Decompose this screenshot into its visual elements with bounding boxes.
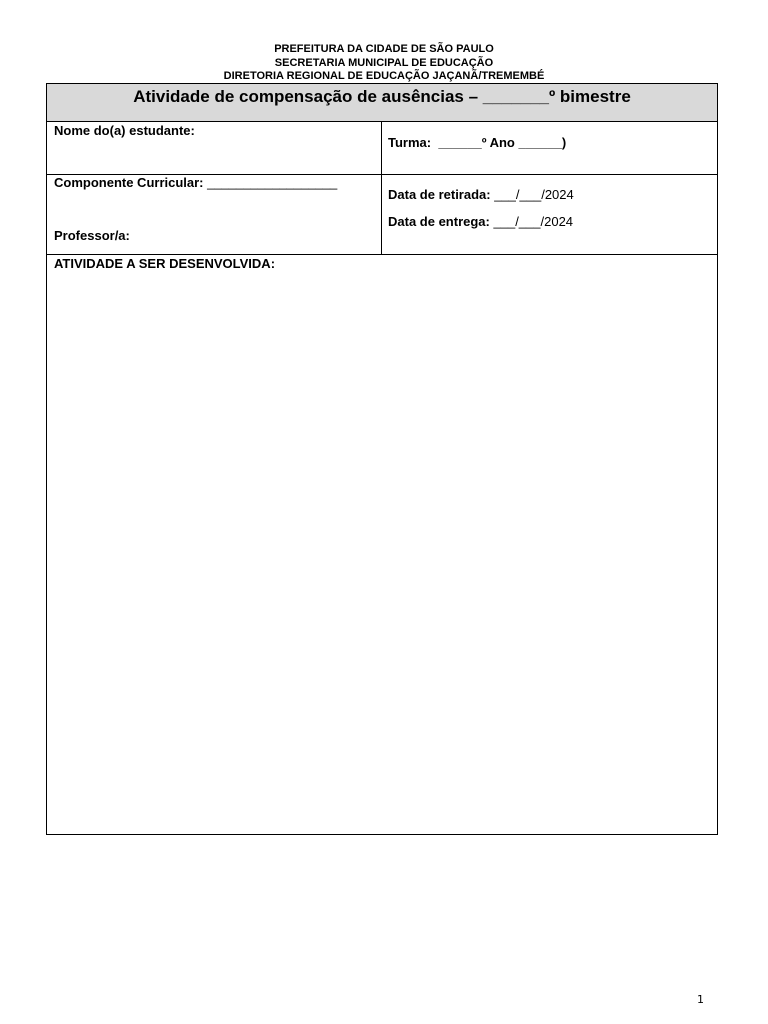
student-row	[47, 122, 717, 175]
teacher-label: Professor/a:	[54, 228, 130, 243]
student-name-cell[interactable]	[47, 122, 382, 174]
page-number: 1	[697, 993, 704, 1006]
dates-cell[interactable]	[382, 175, 717, 254]
header-line-secretaria: SECRETARIA MUNICIPAL DE EDUCAÇÃO	[274, 56, 494, 69]
pickup-date-value: ___/___/2024	[494, 187, 574, 202]
form-title: Atividade de compensação de ausências – _______º bimestre	[133, 87, 631, 106]
subject-row	[47, 175, 717, 255]
delivery-date-value: ___/___/2024	[493, 214, 574, 229]
subject-teacher-cell[interactable]	[47, 175, 382, 254]
activity-area[interactable]	[47, 274, 717, 834]
class-label: Turma:	[388, 135, 432, 150]
subject-label: Componente Curricular:	[54, 175, 204, 190]
pickup-date-field	[388, 187, 574, 202]
class-field	[388, 135, 566, 150]
delivery-date-field	[388, 214, 573, 229]
delivery-date-label: Data de entrega:	[388, 214, 490, 229]
pickup-date-label: Data de retirada:	[388, 187, 491, 202]
form-title-row	[47, 84, 717, 122]
class-blank: ______º Ano ______)	[438, 135, 567, 150]
subject-blank: __________________	[207, 175, 338, 190]
header-line-prefeitura: PREFEITURA DA CIDADE DE SÃO PAULO	[274, 43, 494, 55]
absence-compensation-form	[46, 83, 718, 835]
header-line-diretoria: DIRETORIA REGIONAL DE EDUCAÇÃO JAÇANÃ/TREMEMBÉ	[223, 70, 545, 82]
subject-field	[54, 175, 337, 190]
class-cell[interactable]	[382, 122, 717, 174]
document-header	[0, 43, 768, 84]
activity-label: ATIVIDADE A SER DESENVOLVIDA:	[54, 256, 276, 271]
student-name-label: Nome do(a) estudante:	[54, 123, 195, 138]
